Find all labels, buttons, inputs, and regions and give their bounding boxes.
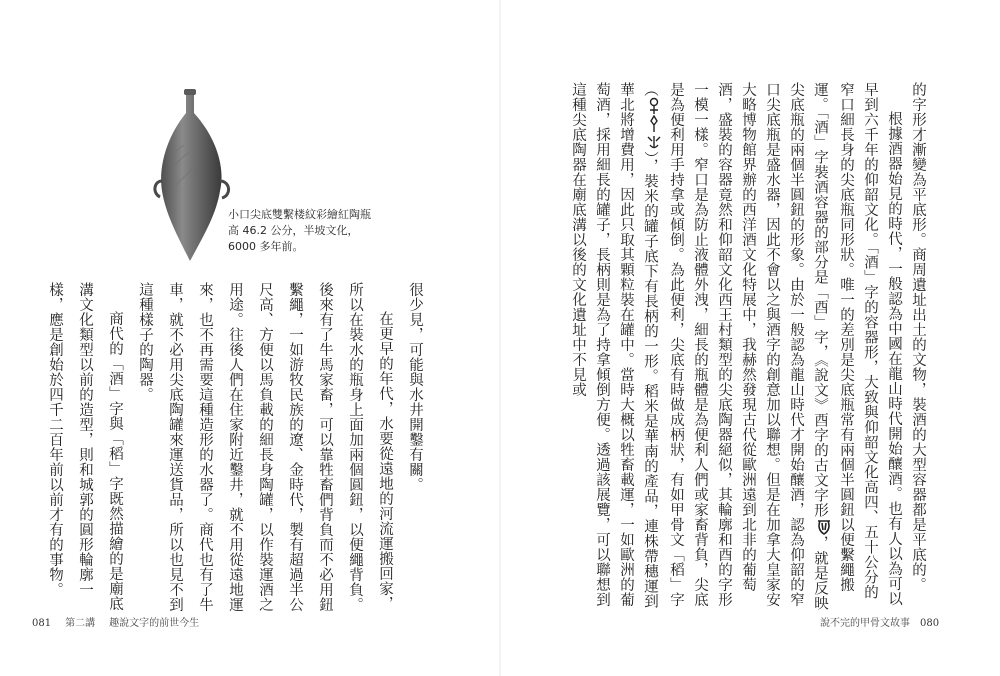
you-ancient-glyph-icon	[814, 518, 834, 536]
left-continuation: 很少見，可能與水井開鑿有關。	[407, 282, 423, 492]
caption-date: 6000 多年前。	[228, 240, 304, 253]
right-page-footer	[820, 614, 939, 629]
left-page-number: 081	[32, 618, 52, 629]
left-page-footer	[32, 614, 199, 629]
figure-image	[150, 85, 240, 265]
paragraph-2-text-cont: ，就是反映尖底瓶的兩個半圓鈕的形象。由於一般認為龍山時代才開始釀酒，認為仰韶的窄口尖底瓶是盛水器，因此不會以之與酒字的創意加以聯想。但是在加拿大皇家安大略博物館界辦的西洋酒文化特展中，我赫然發現古代從歐洲遠到北非的葡萄酒，盛裝的容器竟然和仰韶文化西王村類型的尖底陶器絕似，其輪廓和酉的字形一模一樣。窄口是為防止液體外洩，細長的瓶體是為便利人們或家畜背負，尖底是為便利用手持拿或傾倒。為此便利，尖底有時做成柄狀，有如甲骨文「稻」字（	[642, 82, 828, 611]
paragraph-2-text: 根據酒器始見的時代，一般認為中國在龍山時代開始釀酒。也有人以為可以早到六千年的仰韶文化。「酒」字的容器形，大致與仰韶文化高四、五十公分的窄口細長身的尖底瓶同形狀。唯一的差別是尖底瓶常有兩個半圓鈕以便繫繩搬運。「酒」字裝酒容器的部分是「酉」字，《說文》酉字的古文字形	[812, 82, 902, 606]
right-book-title: 說不完的甲骨文故事	[820, 618, 910, 629]
paragraph-2-text-end: ），裝米的罐子底下有長柄的一形。稻米是華南的產品，連株帶穗運到華北將增費用，因此只取其顆粒裝在罐中。當時大概以牲畜載運，一如歐洲的葡萄酒，採用細長的罐子，長柄則是為了持拿傾倒方便。透過該展覽，可以聯想到這種尖底陶器在廟底溝以後的文化遺址中不見或	[570, 82, 658, 609]
left-page-text	[47, 282, 430, 612]
left-chapter-label: 第二講	[65, 618, 96, 629]
pottery-vase-icon	[150, 85, 240, 265]
page-gutter	[499, 0, 501, 676]
left-paragraph-2: 商代的「酒」字與「稻」字既然描繪的是廟底溝文化類型以前的造型，則和城郭的圓形輪廓一樣，應是創始於四千二百年前以前才有的事物。	[47, 282, 123, 611]
paragraph-1: 的字形才漸變為平底形。商周遺址出土的文物，裝酒的大型容器都是平底的。	[910, 82, 926, 592]
right-page-text	[562, 82, 930, 612]
caption-title: 小口尖底雙繫楼紋彩繪紅陶瓶	[228, 208, 371, 221]
paragraph-2	[566, 82, 906, 612]
left-paragraph-1: 在更早的年代，水要從遠地的河流運搬回家，所以在裝水的瓶身上面加兩個圓鈕，以便繩背負。後來有了牛馬家畜，可以靠牲畜們背負而不必用鈕繫繩，一如游牧民族的遼、金時代，製有超過半公尺高、方便以馬負載的細長身陶罐，以作裝運酒之用途。往後人們在住家附近鑿井，就不用從遠地運來，也不再需要這種造形的水器了。商代也有了牛車，就不必用尖底陶罐來運送貨品，所以也見不到這種樣子的陶器。	[137, 282, 393, 612]
caption-detail: 高 46.2 公分，半坡文化，	[228, 224, 359, 237]
dao-oracle-glyph-icon	[644, 97, 664, 115]
figure-caption	[228, 207, 378, 255]
left-chapter-title: 趣說文字的前世今生	[109, 618, 200, 629]
dao-oracle-glyph-icon-3	[644, 133, 664, 151]
right-page-number: 080	[920, 618, 940, 629]
dao-oracle-glyph-icon-2	[644, 115, 664, 133]
